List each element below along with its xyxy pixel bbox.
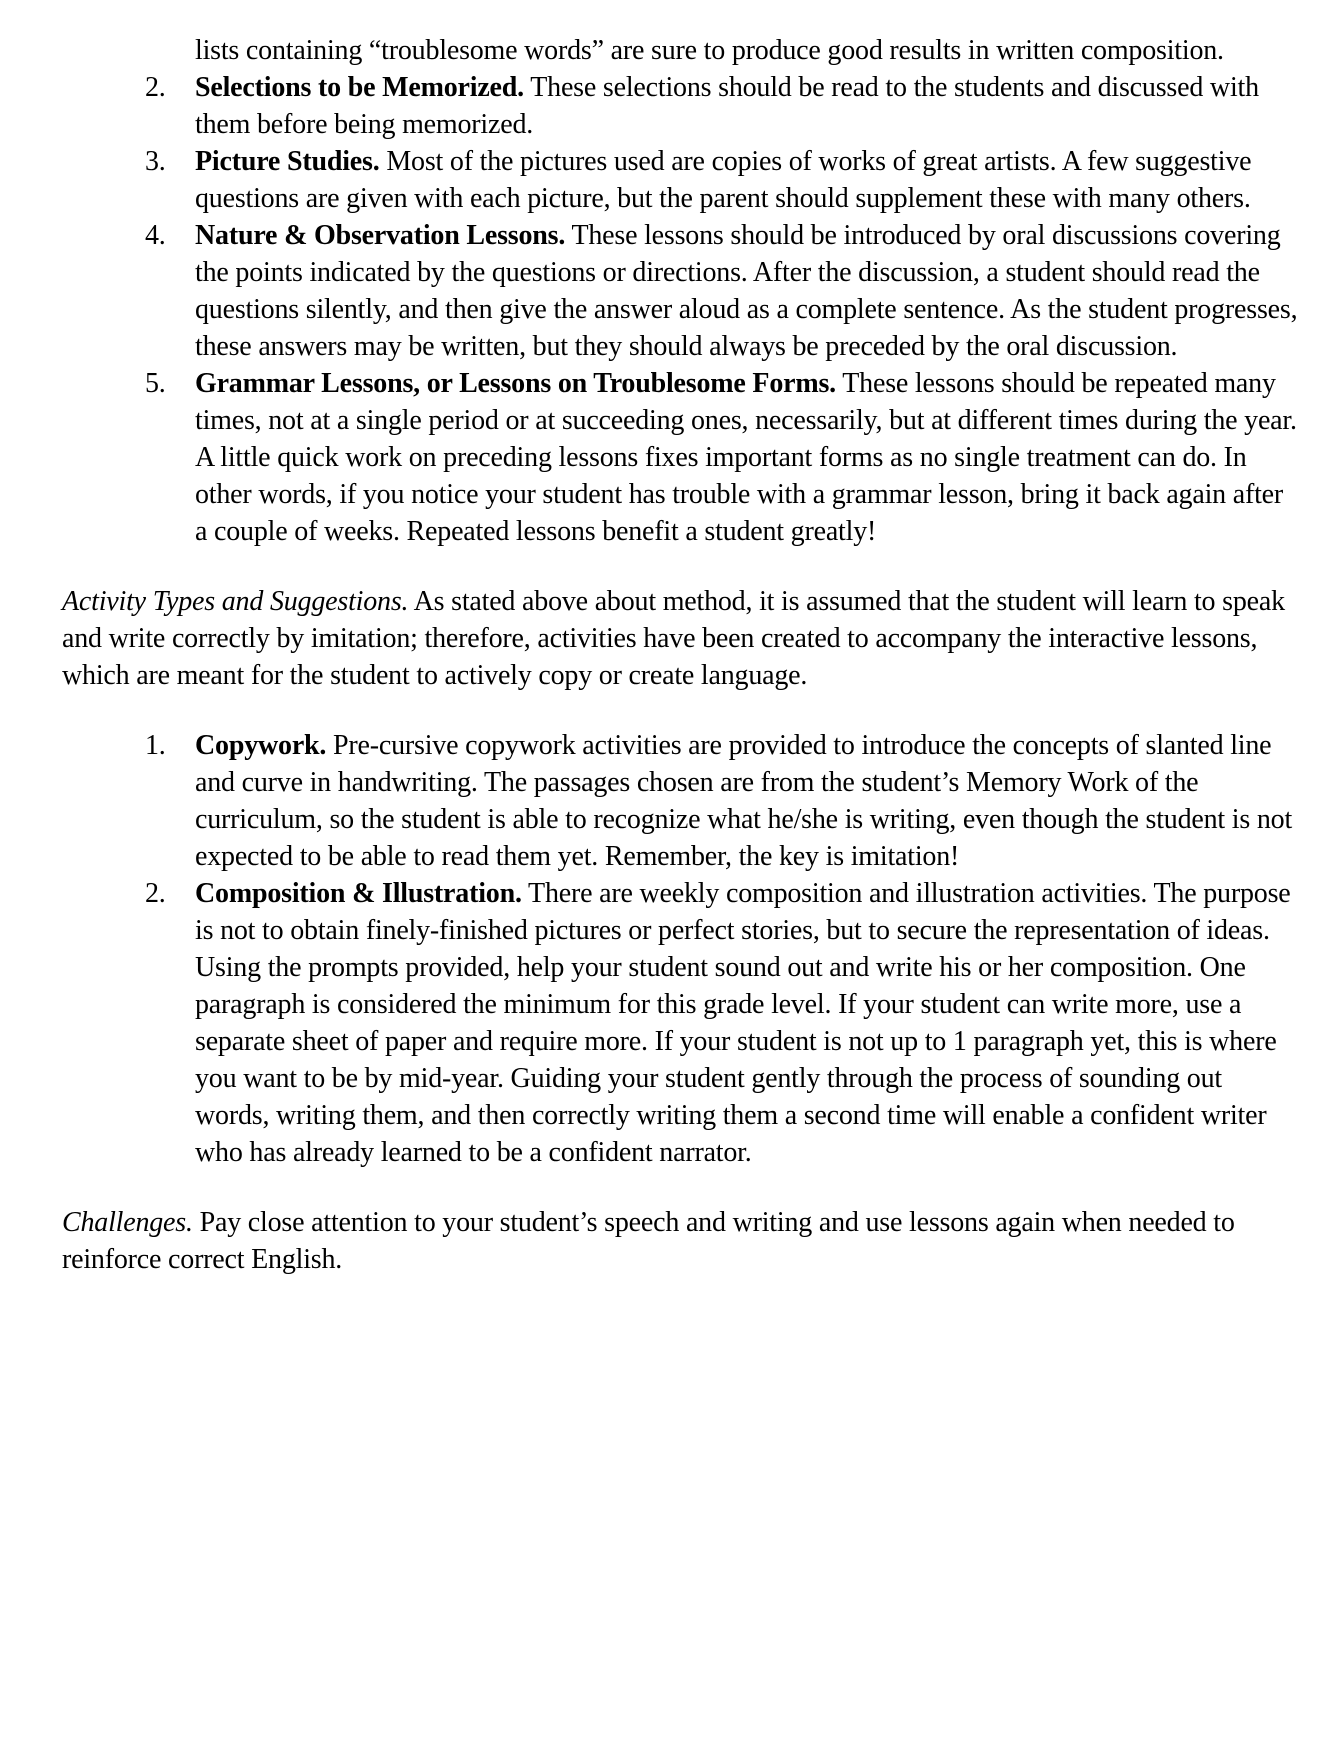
list-item-text: These lessons should be repeated many times, not at a single period or at succeeding ones, necessarily, but at different times during the year. A little quick work on preceding lessons fixes important forms as no single treatment can do. In other words, if you notice your student has trouble with a grammar lesson, bring it back again after a couple of weeks. Repeated lessons benefit a student greatly!	[195, 368, 1297, 547]
list-item	[62, 875, 1301, 1171]
list-item	[62, 69, 1301, 143]
list-item-lead: Copywork.	[195, 730, 327, 761]
list-item-text: These selections should be read to the students and discussed with them before being memorized.	[195, 72, 1259, 140]
list-item-number: 3.	[145, 146, 166, 177]
list-item	[62, 143, 1301, 217]
list-item-lead: Nature & Observation Lessons.	[195, 220, 566, 251]
list-item-number: 5.	[145, 368, 166, 399]
list-item-lead: Composition & Illustration.	[195, 878, 522, 909]
list-item-lead: Selections to be Memorized.	[195, 72, 524, 103]
continuation-text: lists containing “troublesome words” are sure to produce good results in written composition.	[195, 35, 1224, 66]
paragraph-lead: Activity Types and Suggestions.	[62, 586, 409, 617]
list-item-text: There are weekly composition and illustration activities. The purpose is not to obtain finely-finished pictures or perfect stories, but to secure the representation of ideas. Using the prompts provided, help your student sound out and write his or her composition. One paragraph is considered the minimum for this grade level. If your student can write more, use a separate sheet of paper and require more. If your student is not up to 1 paragraph yet, this is where you want to be by mid-year. Guiding your student gently through the process of sounding out words, writing them, and then correctly writing them a second time will enable a confident writer who has already learned to be a confident narrator.	[195, 878, 1291, 1168]
paragraph-spacer	[62, 694, 1302, 727]
paragraph-lead: Challenges.	[62, 1207, 193, 1238]
list-item-lead: Picture Studies.	[195, 146, 380, 177]
list-item-number: 2.	[145, 72, 166, 103]
paragraph-spacer	[62, 550, 1302, 583]
paragraph-text: As stated above about method, it is assumed that the student will learn to speak and write correctly by imitation; therefore, activities have been created to accompany the interactive lessons, which are meant for the student to actively copy or create language.	[62, 586, 1285, 691]
list-item-1-continuation	[195, 32, 1301, 69]
list-item-text: Most of the pictures used are copies of works of great artists. A few suggestive questions are given with each picture, but the parent should supplement these with many others.	[195, 146, 1252, 214]
list-item	[62, 365, 1301, 550]
activity-types-paragraph	[62, 583, 1298, 694]
challenges-paragraph	[62, 1204, 1298, 1278]
list-item-number: 2.	[145, 878, 166, 909]
paragraph-text: Pay close attention to your student’s speech and writing and use lessons again when needed to reinforce correct English.	[62, 1207, 1235, 1275]
list-item-text: These lessons should be introduced by oral discussions covering the points indicated by the questions or directions. After the discussion, a student should read the questions silently, and then give the answer aloud as a complete sentence. As the student progresses, these answers may be written, but they should always be preceded by the oral discussion.	[195, 220, 1298, 362]
paragraph-spacer	[62, 1171, 1302, 1204]
list-item-number: 1.	[145, 730, 166, 761]
list-item-text: Pre-cursive copywork activities are provided to introduce the concepts of slanted line and curve in handwriting. The passages chosen are from the student’s Memory Work of the curriculum, so the student is able to recognize what he/she is writing, even though the student is not expected to be able to read them yet. Remember, the key is imitation!	[195, 730, 1293, 872]
list-item-lead: Grammar Lessons, or Lessons on Troublesome Forms.	[195, 368, 836, 399]
list-item	[62, 217, 1301, 365]
list-item	[62, 727, 1301, 875]
list-item-number: 4.	[145, 220, 166, 251]
document-content	[62, 32, 1302, 1278]
